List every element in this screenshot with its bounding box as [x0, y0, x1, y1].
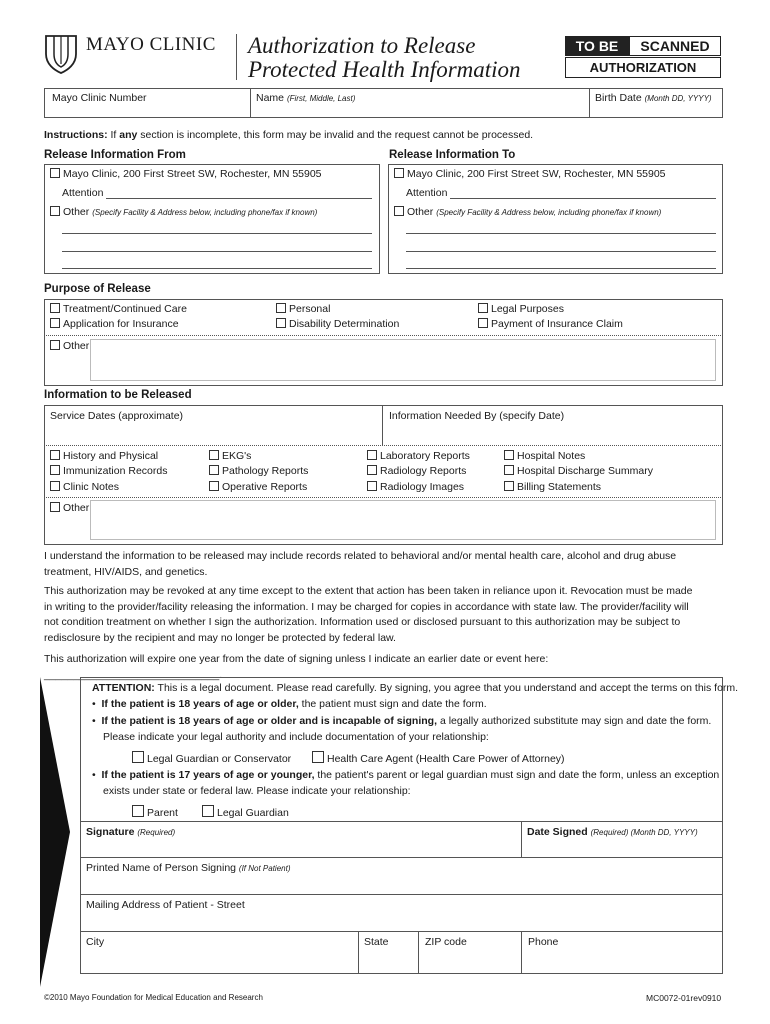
bullet-1-text: the patient must sign and date the form. [301, 698, 487, 710]
to-other-checkbox[interactable] [394, 206, 404, 216]
arrow-marker-icon [40, 677, 70, 987]
purpose-other-input[interactable] [90, 339, 716, 381]
purpose-heading: Purpose of Release [44, 283, 151, 295]
divider [589, 88, 590, 118]
checkbox[interactable] [50, 303, 60, 313]
attention-bullet-2: • If the patient is 18 years of age or older and is incapable of signing, a legally authorized substitute may sign and date the form. [92, 715, 712, 727]
info-option-label: Hospital Discharge Summary [517, 465, 653, 477]
attention-bullet-3: • If the patient is 17 years of age or younger, the patient's parent or legal guardian must sign and date the form, unless an exception [92, 769, 720, 781]
to-other-hint: (Specify Facility & Address below, including phone/fax if known) [436, 208, 662, 217]
attention-intro-text: This is a legal document. Please read carefully. By signing, you agree that you understand and accept the terms on this form. [157, 682, 739, 694]
checkbox[interactable] [312, 751, 324, 763]
purpose-option-label: Legal Purposes [491, 303, 564, 315]
state-label: State [364, 936, 389, 948]
divider [80, 857, 723, 858]
state-field[interactable] [364, 936, 389, 948]
from-other-option[interactable] [50, 206, 317, 218]
copyright: ©2010 Mayo Foundation for Medical Education and Research [44, 993, 263, 1002]
checkbox[interactable] [504, 481, 514, 491]
to-mayo-checkbox[interactable] [394, 168, 404, 178]
checkbox[interactable] [367, 465, 377, 475]
checkbox[interactable] [367, 481, 377, 491]
purpose-option[interactable] [276, 318, 399, 330]
scan-badge-sub: AUTHORIZATION [565, 57, 721, 78]
option-label: Legal Guardian [217, 807, 289, 819]
attention-arrow [40, 677, 70, 987]
needed-by-field[interactable] [389, 410, 564, 422]
bullet-2-bold: If the patient is 18 years of age or older and is incapable of signing, [101, 715, 438, 727]
service-dates-label: Service Dates (approximate) [50, 410, 184, 422]
bullet-3-bold: If the patient is 17 years of age or younger, [101, 769, 315, 781]
checkbox[interactable] [50, 481, 60, 491]
purpose-other-option[interactable] [50, 340, 89, 352]
from-other-hint: (Specify Facility & Address below, including phone/fax if known) [92, 208, 318, 217]
info-option-label: Billing Statements [517, 481, 602, 493]
info-option-label: History and Physical [63, 450, 159, 462]
option-label: Legal Guardian or Conservator [147, 753, 292, 765]
to-other-line[interactable] [406, 233, 716, 234]
checkbox[interactable] [367, 450, 377, 460]
from-other-line[interactable] [62, 233, 372, 234]
instructions [44, 129, 533, 141]
to-other-line[interactable] [406, 268, 716, 269]
checkbox[interactable] [478, 318, 488, 328]
zip-field[interactable] [425, 936, 467, 948]
mailing-address-label: Mailing Address of Patient - Street [86, 899, 245, 911]
from-other-line[interactable] [62, 251, 372, 252]
divider [418, 931, 419, 974]
info-option-label: Hospital Notes [517, 450, 586, 462]
scan-badge-main: SCANNED [629, 36, 721, 56]
info-other-input[interactable] [90, 500, 716, 540]
name-hint: (First, Middle, Last) [286, 94, 356, 103]
birth-date-field[interactable] [595, 92, 712, 104]
info-option[interactable] [504, 465, 653, 477]
purpose-option-label: Payment of Insurance Claim [491, 318, 623, 330]
bullet-3-text: the patient's parent or legal guardian must sign and date the form, unless an exception [317, 769, 720, 781]
purpose-option-label: Disability Determination [289, 318, 400, 330]
mayo-clinic-logo [44, 34, 78, 74]
city-label: City [86, 936, 105, 948]
checkbox[interactable] [209, 450, 219, 460]
name-label: Name [256, 92, 285, 104]
purpose-option-label: Application for Insurance [63, 318, 179, 330]
purpose-option-label: Personal [289, 303, 331, 315]
info-option-label: Radiology Images [380, 481, 465, 493]
info-other-option[interactable] [50, 502, 89, 514]
from-other-checkbox[interactable] [50, 206, 60, 216]
info-option[interactable] [209, 465, 308, 477]
purpose-option[interactable] [50, 303, 187, 315]
info-option-label: Immunization Records [63, 465, 168, 477]
phone-label: Phone [528, 936, 559, 948]
release-from-box [44, 164, 380, 274]
from-attention-line[interactable] [106, 198, 372, 199]
attention-bullet-3-line2: exists under state or federal law. Please indicate your relationship: [103, 785, 411, 797]
instructions-text: section is incomplete, this form may be invalid and the request cannot be processed. [140, 129, 534, 141]
checkbox[interactable] [209, 481, 219, 491]
info-option-label: Operative Reports [222, 481, 308, 493]
date-signed-hint: (Required) (Month DD, YYYY) [590, 828, 698, 837]
release-to-box [388, 164, 723, 274]
info-option[interactable] [209, 450, 251, 462]
scan-badge [565, 36, 721, 78]
purpose-option[interactable] [478, 303, 564, 315]
info-option[interactable] [367, 450, 470, 462]
form-id: MC0072-01rev0910 [646, 993, 722, 1003]
signature-hint: (Required) [137, 828, 176, 837]
signature-field[interactable] [86, 826, 175, 838]
birth-date-hint: (Month DD, YYYY) [644, 94, 712, 103]
checkbox[interactable] [202, 805, 214, 817]
info-option-label: EKG's [222, 450, 252, 462]
purpose-option[interactable] [478, 318, 623, 330]
phone-field[interactable] [528, 936, 558, 948]
checkbox[interactable] [276, 318, 286, 328]
printed-name-hint: (If Not Patient) [238, 864, 291, 873]
divider [44, 335, 723, 336]
to-mayo-option[interactable] [394, 168, 666, 180]
from-mayo-label: Mayo Clinic, 200 First Street SW, Rochester, MN 55905 [63, 168, 322, 180]
info-option-label: Laboratory Reports [380, 450, 470, 462]
divider [382, 405, 383, 445]
mailing-address-field[interactable] [86, 899, 245, 911]
logo-text: MAYO CLINIC [86, 34, 216, 55]
checkbox[interactable] [504, 465, 514, 475]
checkbox[interactable] [209, 465, 219, 475]
info-heading: Information to be Released [44, 389, 192, 401]
divider [521, 931, 522, 974]
to-other-line[interactable] [406, 251, 716, 252]
signature-label: Signature [86, 826, 135, 838]
purpose-option[interactable] [276, 303, 330, 315]
to-attention-line[interactable] [450, 198, 716, 199]
shield-logo-icon [44, 34, 78, 74]
from-other-line[interactable] [62, 268, 372, 269]
checkbox[interactable] [50, 465, 60, 475]
checkbox[interactable] [504, 450, 514, 460]
zip-label: ZIP code [425, 936, 467, 948]
info-option-label: Radiology Reports [380, 465, 467, 477]
info-option[interactable] [504, 481, 601, 493]
checkbox[interactable] [478, 303, 488, 313]
needed-by-label: Information Needed By (specify Date) [389, 410, 565, 422]
instructions-pre: If [110, 129, 117, 141]
checkbox[interactable] [50, 502, 60, 512]
from-mayo-option[interactable] [50, 168, 322, 180]
divider [80, 894, 723, 895]
info-option[interactable] [50, 450, 158, 462]
header-divider [236, 34, 237, 80]
info-option[interactable] [367, 481, 464, 493]
info-option[interactable] [209, 481, 307, 493]
divider [358, 931, 359, 974]
from-mayo-checkbox[interactable] [50, 168, 60, 178]
printed-name-label: Printed Name of Person Signing [86, 862, 236, 874]
to-mayo-label: Mayo Clinic, 200 First Street SW, Rochester, MN 55905 [407, 168, 666, 180]
bullet-2-text: a legally authorized substitute may sign and date the form. [439, 715, 712, 727]
date-signed-label: Date Signed [527, 826, 588, 838]
scan-badge-prefix: TO BE [565, 36, 629, 56]
checkbox[interactable] [50, 318, 60, 328]
purpose-option-label: Treatment/Continued Care [63, 303, 187, 315]
info-option[interactable] [50, 481, 119, 493]
from-other-label: Other [63, 206, 90, 218]
service-dates-field[interactable] [50, 410, 183, 422]
attention-intro [92, 682, 738, 694]
info-option[interactable] [367, 465, 466, 477]
divider [80, 931, 723, 932]
printed-name-field[interactable] [86, 862, 291, 874]
checkbox[interactable] [132, 805, 144, 817]
clinic-number-label: Mayo Clinic Number [52, 92, 147, 104]
release-to-heading: Release Information To [389, 149, 516, 161]
checkbox[interactable] [276, 303, 286, 313]
patient-name-field[interactable] [256, 92, 355, 104]
checkbox[interactable] [50, 450, 60, 460]
divider [250, 88, 251, 118]
info-option-label: Pathology Reports [222, 465, 309, 477]
release-from-heading: Release Information From [44, 149, 186, 161]
date-signed-field[interactable] [527, 826, 698, 838]
city-field[interactable] [86, 936, 104, 948]
to-other-label: Other [407, 206, 434, 218]
expiration-statement: This authorization will expire one year from the date of signing unless I indicate an earlier date or event here: ______________________________. [44, 653, 549, 681]
option-label: Health Care Agent (Health Care Power of Attorney) [327, 753, 565, 765]
instructions-label: Instructions: [44, 129, 108, 141]
attention-bullet-1: • If the patient is 18 years of age or older, the patient must sign and date the form. [92, 698, 487, 710]
clinic-number-field[interactable] [52, 92, 147, 104]
divider [44, 497, 723, 498]
divider [44, 445, 723, 446]
from-attention-label: Attention [62, 187, 104, 199]
bullet-1-bold: If the patient is 18 years of age or older, [101, 698, 299, 710]
instructions-emph: any [119, 129, 138, 141]
checkbox[interactable] [132, 751, 144, 763]
attention-bullet-2-line2: Please indicate your legal authority and include documentation of your relationship: [103, 731, 489, 743]
parent-option[interactable] [132, 805, 178, 819]
divider [521, 821, 522, 857]
health-care-agent-option[interactable] [312, 751, 565, 765]
purpose-option[interactable] [50, 318, 179, 330]
option-label: Parent [147, 807, 178, 819]
info-other-label: Other [63, 502, 90, 514]
info-option-label: Clinic Notes [63, 481, 120, 493]
to-attention-label: Attention [406, 187, 448, 199]
divider [80, 821, 723, 822]
info-option[interactable] [504, 450, 585, 462]
form-title-line2: Protected Health Information [248, 57, 521, 82]
checkbox[interactable] [50, 340, 60, 350]
legal-guardian-option[interactable] [202, 805, 289, 819]
understand-statement: I understand the information to be released may include records related to behavioral and/or mental health care, alcohol and drug abuse treatment, HIV/AIDS, and genetics. [44, 550, 677, 578]
attention-label: ATTENTION: [92, 682, 155, 694]
birth-date-label: Birth Date [595, 92, 642, 104]
purpose-other-label: Other [63, 340, 90, 352]
revocation-statement: This authorization may be revoked at any time except to the extent that action has been taken in reliance upon it. Revocation must be made in writing to the provider/facility releasing the information. I may be charged for copies in accordance with state law. The provider/facility will not condition treatment on whether I sign the authorization. Information used or disclosed pursuant to this authorization may be subject to redisclosure by the recipient and may no longer be protected by federal law. [44, 585, 693, 644]
form-title-line1: Authorization to Release [248, 33, 476, 58]
legal-guardian-conservator-option[interactable] [132, 751, 291, 765]
info-option[interactable] [50, 465, 167, 477]
to-other-option[interactable] [394, 206, 661, 218]
